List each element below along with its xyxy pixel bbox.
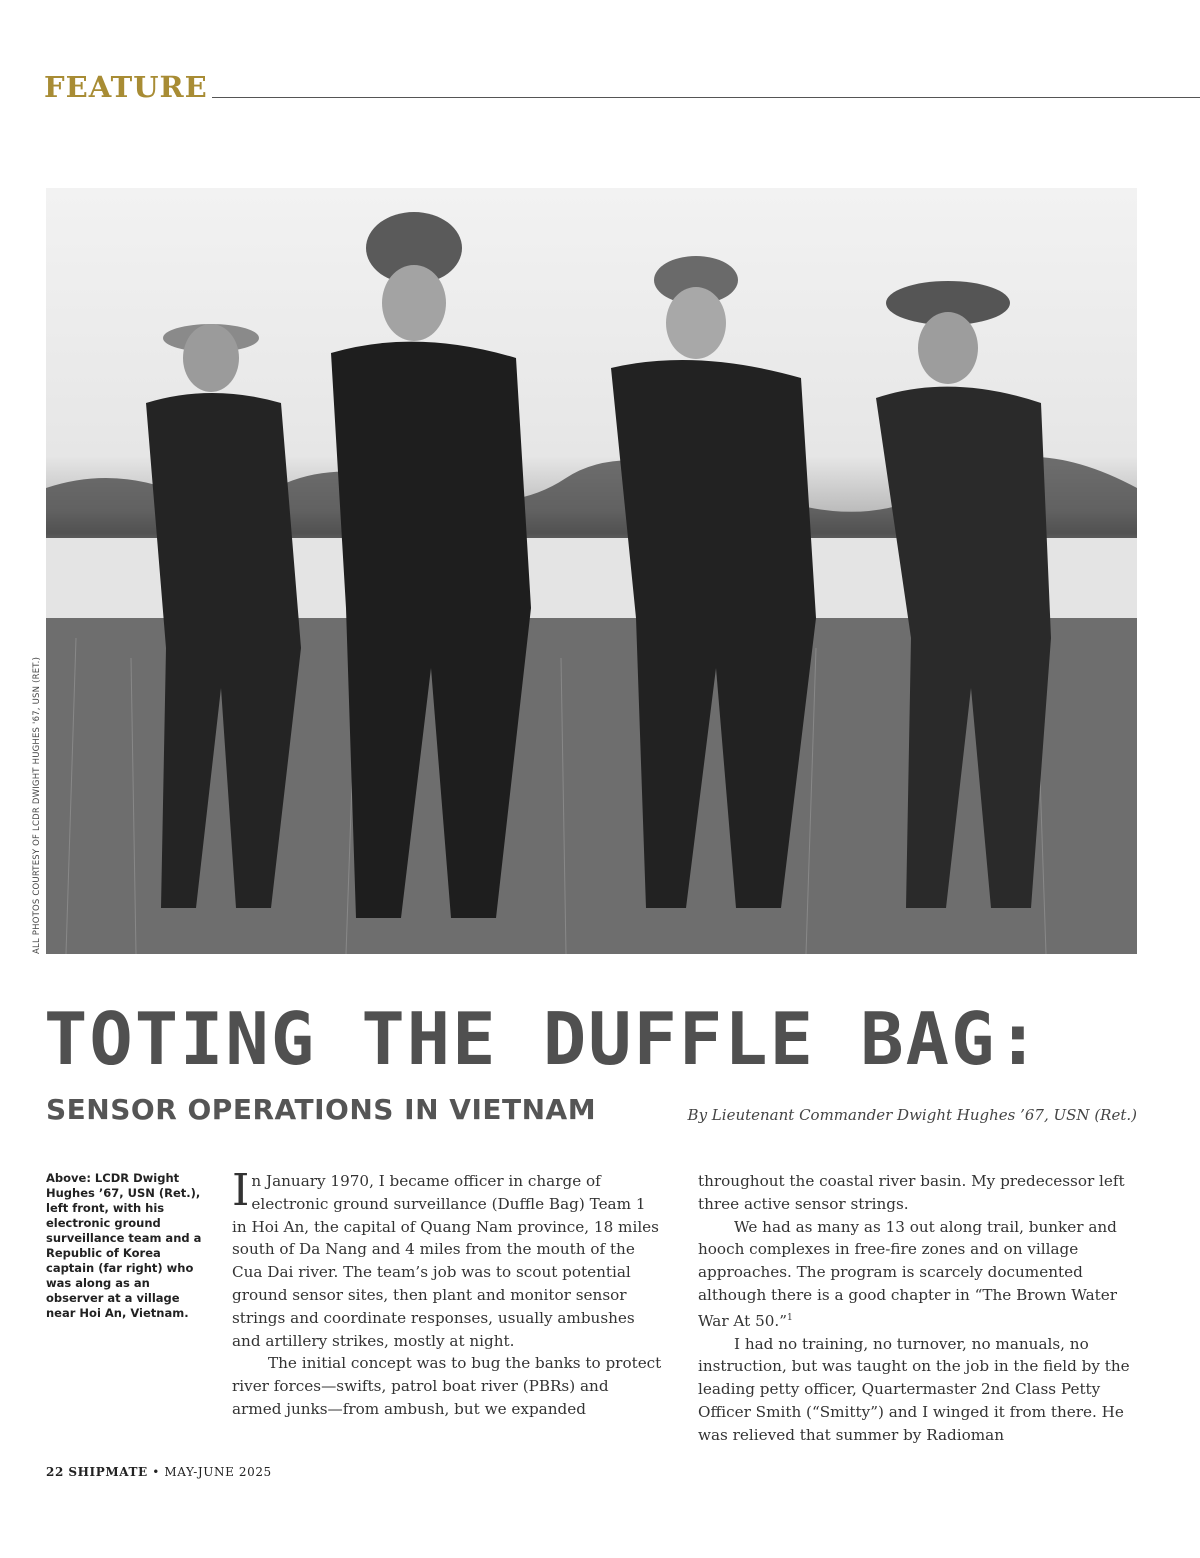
footer-separator: • [152, 1465, 160, 1479]
publication-name: SHIPMATE [68, 1465, 148, 1479]
soldiers-photo-illustration [46, 188, 1137, 954]
article-column-1 [232, 1165, 662, 1421]
photo-caption: Above: LCDR Dwight Hughes ’67, USN (Ret.), left front, with his electronic ground surveillance team and a Republic of Korea captain (far right) who was along as an observer at a village near Hoi An, Vietnam. [46, 1171, 202, 1320]
paragraph-2: The initial concept was to bug the banks to protect river forces—swifts, patrol boat river (PBRs) and armed junks—from ambush, but we expanded [232, 1354, 662, 1418]
paragraph-5: I had no training, no turnover, no manuals, no instruction, but was taught on the job in the field by the leading petty officer, Quartermaster 2nd Class Petty Officer Smith (“Smitty”) and I winged it from there. He was relieved that summer by Radioman [698, 1334, 1130, 1444]
page-footer [46, 1465, 272, 1479]
paragraph-4 [698, 1216, 1142, 1333]
paragraph-1-text: n January 1970, I became officer in charge of electronic ground surveillance (Duffle Bag) Team 1 in Hoi An, the capital of Quang Nam province, 18 miles south of Da Nang and 4 miles from the mouth of the Cua Dai river. The team’s job was to scout potential ground sensor sites, then plant and monitor sensor strings and coordinate responses, usually ambushes and artillery strikes, mostly at night. [232, 1172, 659, 1350]
paragraph-4-text: We had as many as 13 out along trail, bunker and hooch complexes in free-fire zones and on village approaches. The program is scarcely documented although there is a good chapter in “The Brown Water War At 50.” [698, 1217, 1117, 1330]
article-column-2 [698, 1170, 1142, 1447]
article-subtitle: SENSOR OPERATIONS IN VIETNAM [46, 1093, 597, 1126]
issue-date: MAY-JUNE 2025 [164, 1465, 272, 1479]
paragraph-1 [232, 1165, 662, 1352]
paragraph-3: throughout the coastal river basin. My predecessor left three active sensor strings. [698, 1172, 1125, 1213]
photo-credit: ALL PHOTOS COURTESY OF LCDR DWIGHT HUGHES '67, USN (RET.) [32, 656, 42, 954]
section-header [44, 66, 1200, 106]
feature-photo [46, 188, 1137, 954]
drop-cap: I [232, 1165, 250, 1216]
page-number: 22 [46, 1465, 64, 1479]
section-label: FEATURE [44, 70, 208, 104]
article-title: TOTING THE DUFFLE BAG: [44, 997, 1042, 1081]
header-rule [212, 97, 1200, 98]
footnote-marker: 1 [786, 1312, 793, 1323]
article-byline: By Lieutenant Commander Dwight Hughes ’67, USN (Ret.) [687, 1106, 1137, 1124]
